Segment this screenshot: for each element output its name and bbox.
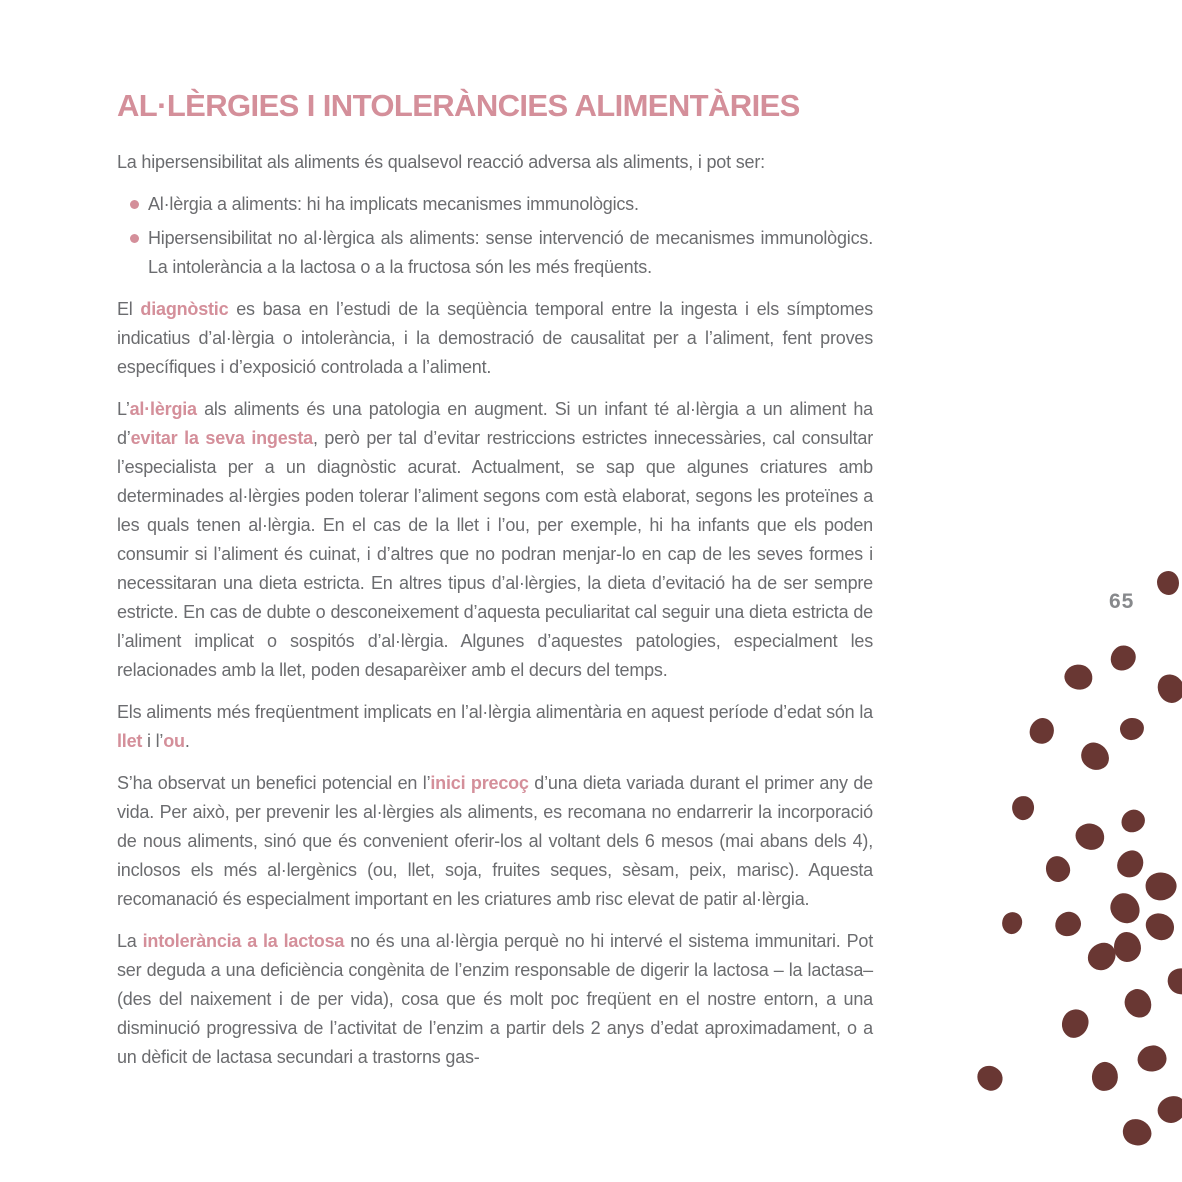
highlight-text: diagnòstic bbox=[140, 299, 229, 319]
decorative-dot bbox=[1121, 985, 1155, 1021]
decorative-dot bbox=[1105, 888, 1145, 929]
body-text: Els aliments més freqüentment implicats en l’al·lèrgia alimentària en aquest període d’edat són la bbox=[117, 702, 873, 722]
decorative-dot bbox=[1105, 641, 1140, 676]
page-title: AL·LÈRGIES I INTOLERÀNCIES ALIMENTÀRIES bbox=[117, 88, 800, 123]
decorative-dot bbox=[1010, 794, 1036, 822]
body-text: no és una al·lèrgia perquè no hi intervé el sistema immunitari. Pot ser deguda a una deficiència congènita de l’enzim responsable de digerir la lactosa – la lactasa– (des del naixement i de per vida), cosa que és molt poc freqüent en el nostre entorn, a una disminució progressiva de l’activitat de l’enzim a partir dels 2 anys d’edat aproximadament, o a un dèficit de lactasa secundari a trastorns gas- bbox=[117, 931, 873, 1067]
decorative-dot bbox=[1044, 854, 1072, 884]
decorative-dot bbox=[1137, 1045, 1168, 1073]
highlight-text: evitar la seva ingesta bbox=[130, 428, 313, 448]
decorative-dot bbox=[1153, 1092, 1182, 1128]
page-number: 65 bbox=[1109, 590, 1135, 613]
highlight-text: ou bbox=[163, 731, 185, 751]
body-text: . bbox=[184, 731, 190, 751]
decorative-dot bbox=[1061, 661, 1095, 693]
decorative-dot bbox=[1119, 717, 1145, 741]
body-text: i l’ bbox=[142, 731, 164, 751]
decorative-dot bbox=[1111, 845, 1148, 883]
decorative-dot bbox=[1117, 806, 1148, 836]
paragraph bbox=[117, 769, 873, 914]
decorative-dot bbox=[1089, 1060, 1120, 1094]
body-text: als aliments és una patologia en augment. Si un infant té al·lèrgia a un aliment ha d’ bbox=[117, 399, 873, 448]
bullet-list bbox=[117, 190, 873, 282]
body-text: d’una dieta variada durant el primer any de vida. Per això, per prevenir les al·lèrgies als aliments, es recomana no endarrerir la incorporació de nous aliments, sinó que és convenient oferir-los al voltant dels 6 mesos (mai abans dels 4), inclosos els més al·lergènics (ou, llet, soja, fruites seques, sèsam, peix, marisc). Aquesta recomanació és especialment important en les criatures amb risc elevat de patir al·lèrgia. bbox=[117, 773, 873, 909]
paragraph bbox=[117, 295, 873, 382]
body-text: La bbox=[117, 931, 143, 951]
decorative-dot bbox=[1113, 931, 1141, 961]
body-text: Al·lèrgia a aliments: hi ha implicats mecanismes immunològics. bbox=[148, 194, 639, 214]
highlight-text: inici precoç bbox=[430, 773, 529, 793]
decorative-dot bbox=[972, 1060, 1007, 1095]
decorative-dot bbox=[999, 909, 1026, 937]
highlight-text: al·lèrgia bbox=[129, 399, 197, 419]
highlight-text: llet bbox=[117, 731, 143, 751]
decorative-dot bbox=[1052, 909, 1083, 939]
decorative-dot bbox=[1025, 714, 1059, 749]
bullet-item bbox=[148, 224, 873, 282]
bullet-item bbox=[148, 190, 873, 219]
highlight-text: intolerància a la lactosa bbox=[142, 931, 345, 951]
decorative-dot bbox=[1076, 737, 1115, 776]
body-text: La hipersensibilitat als aliments és qualsevol reacció adversa als aliments, i pot ser: bbox=[117, 152, 765, 172]
paragraph bbox=[117, 148, 873, 177]
decorative-dot bbox=[1071, 818, 1109, 854]
decorative-dot bbox=[1118, 1114, 1156, 1151]
paragraph bbox=[117, 395, 873, 685]
content-column bbox=[117, 88, 873, 1085]
decorative-dot bbox=[1141, 907, 1180, 945]
body-text: , però per tal d’evitar restriccions estrictes innecessàries, cal consultar l’especialista per a un diagnòstic acurat. Actualment, se sap que algunes criatures amb determinades al·lèrgies poden tolerar l’aliment segons com està elaborat, segons les proteïnes a les quals tenen al·lèrgia. En el cas de la llet i l’ou, per exemple, hi ha infants que els poden consumir si l’aliment és cuinat, i d’altres que no podran menjar-lo en cap de les seves formes i necessitaran una dieta estricta. En altres tipus d’al·lèrgies, la dieta d’evitació ha de ser sempre estricte. En cas de dubte o desconeixement d’aquesta peculiaritat cal seguir una dieta estricta de l’aliment implicat o sospitós d’al·lèrgia. Algunes d’aquestes patologies, especialment les relacionades amb la llet, poden desaparèixer amb el decurs del temps. bbox=[117, 428, 873, 680]
body-blocks bbox=[117, 148, 873, 1072]
decorative-dot bbox=[1157, 571, 1179, 595]
paragraph bbox=[117, 927, 873, 1072]
body-text: S’ha observat un benefici potencial en l’ bbox=[117, 773, 431, 793]
body-text: Hipersensibilitat no al·lèrgica als aliments: sense intervenció de mecanismes immunològics. La intolerància a la lactosa o a la fructosa són les més freqüents. bbox=[148, 228, 873, 277]
body-text: es basa en l’estudi de la seqüència temporal entre la ingesta i els símptomes indicatius d’al·lèrgia o intolerància, i la demostració de causalitat per a l’aliment, fent proves específiques i d’exposició controlada a l’aliment. bbox=[117, 299, 874, 377]
body-text: L’ bbox=[117, 399, 130, 419]
body-text: El bbox=[117, 299, 141, 319]
decorative-dot bbox=[1164, 965, 1182, 998]
paragraph bbox=[117, 698, 873, 756]
decorative-dot bbox=[1154, 670, 1182, 706]
decorative-dot bbox=[1144, 871, 1178, 902]
decorative-dot bbox=[1056, 1004, 1094, 1042]
